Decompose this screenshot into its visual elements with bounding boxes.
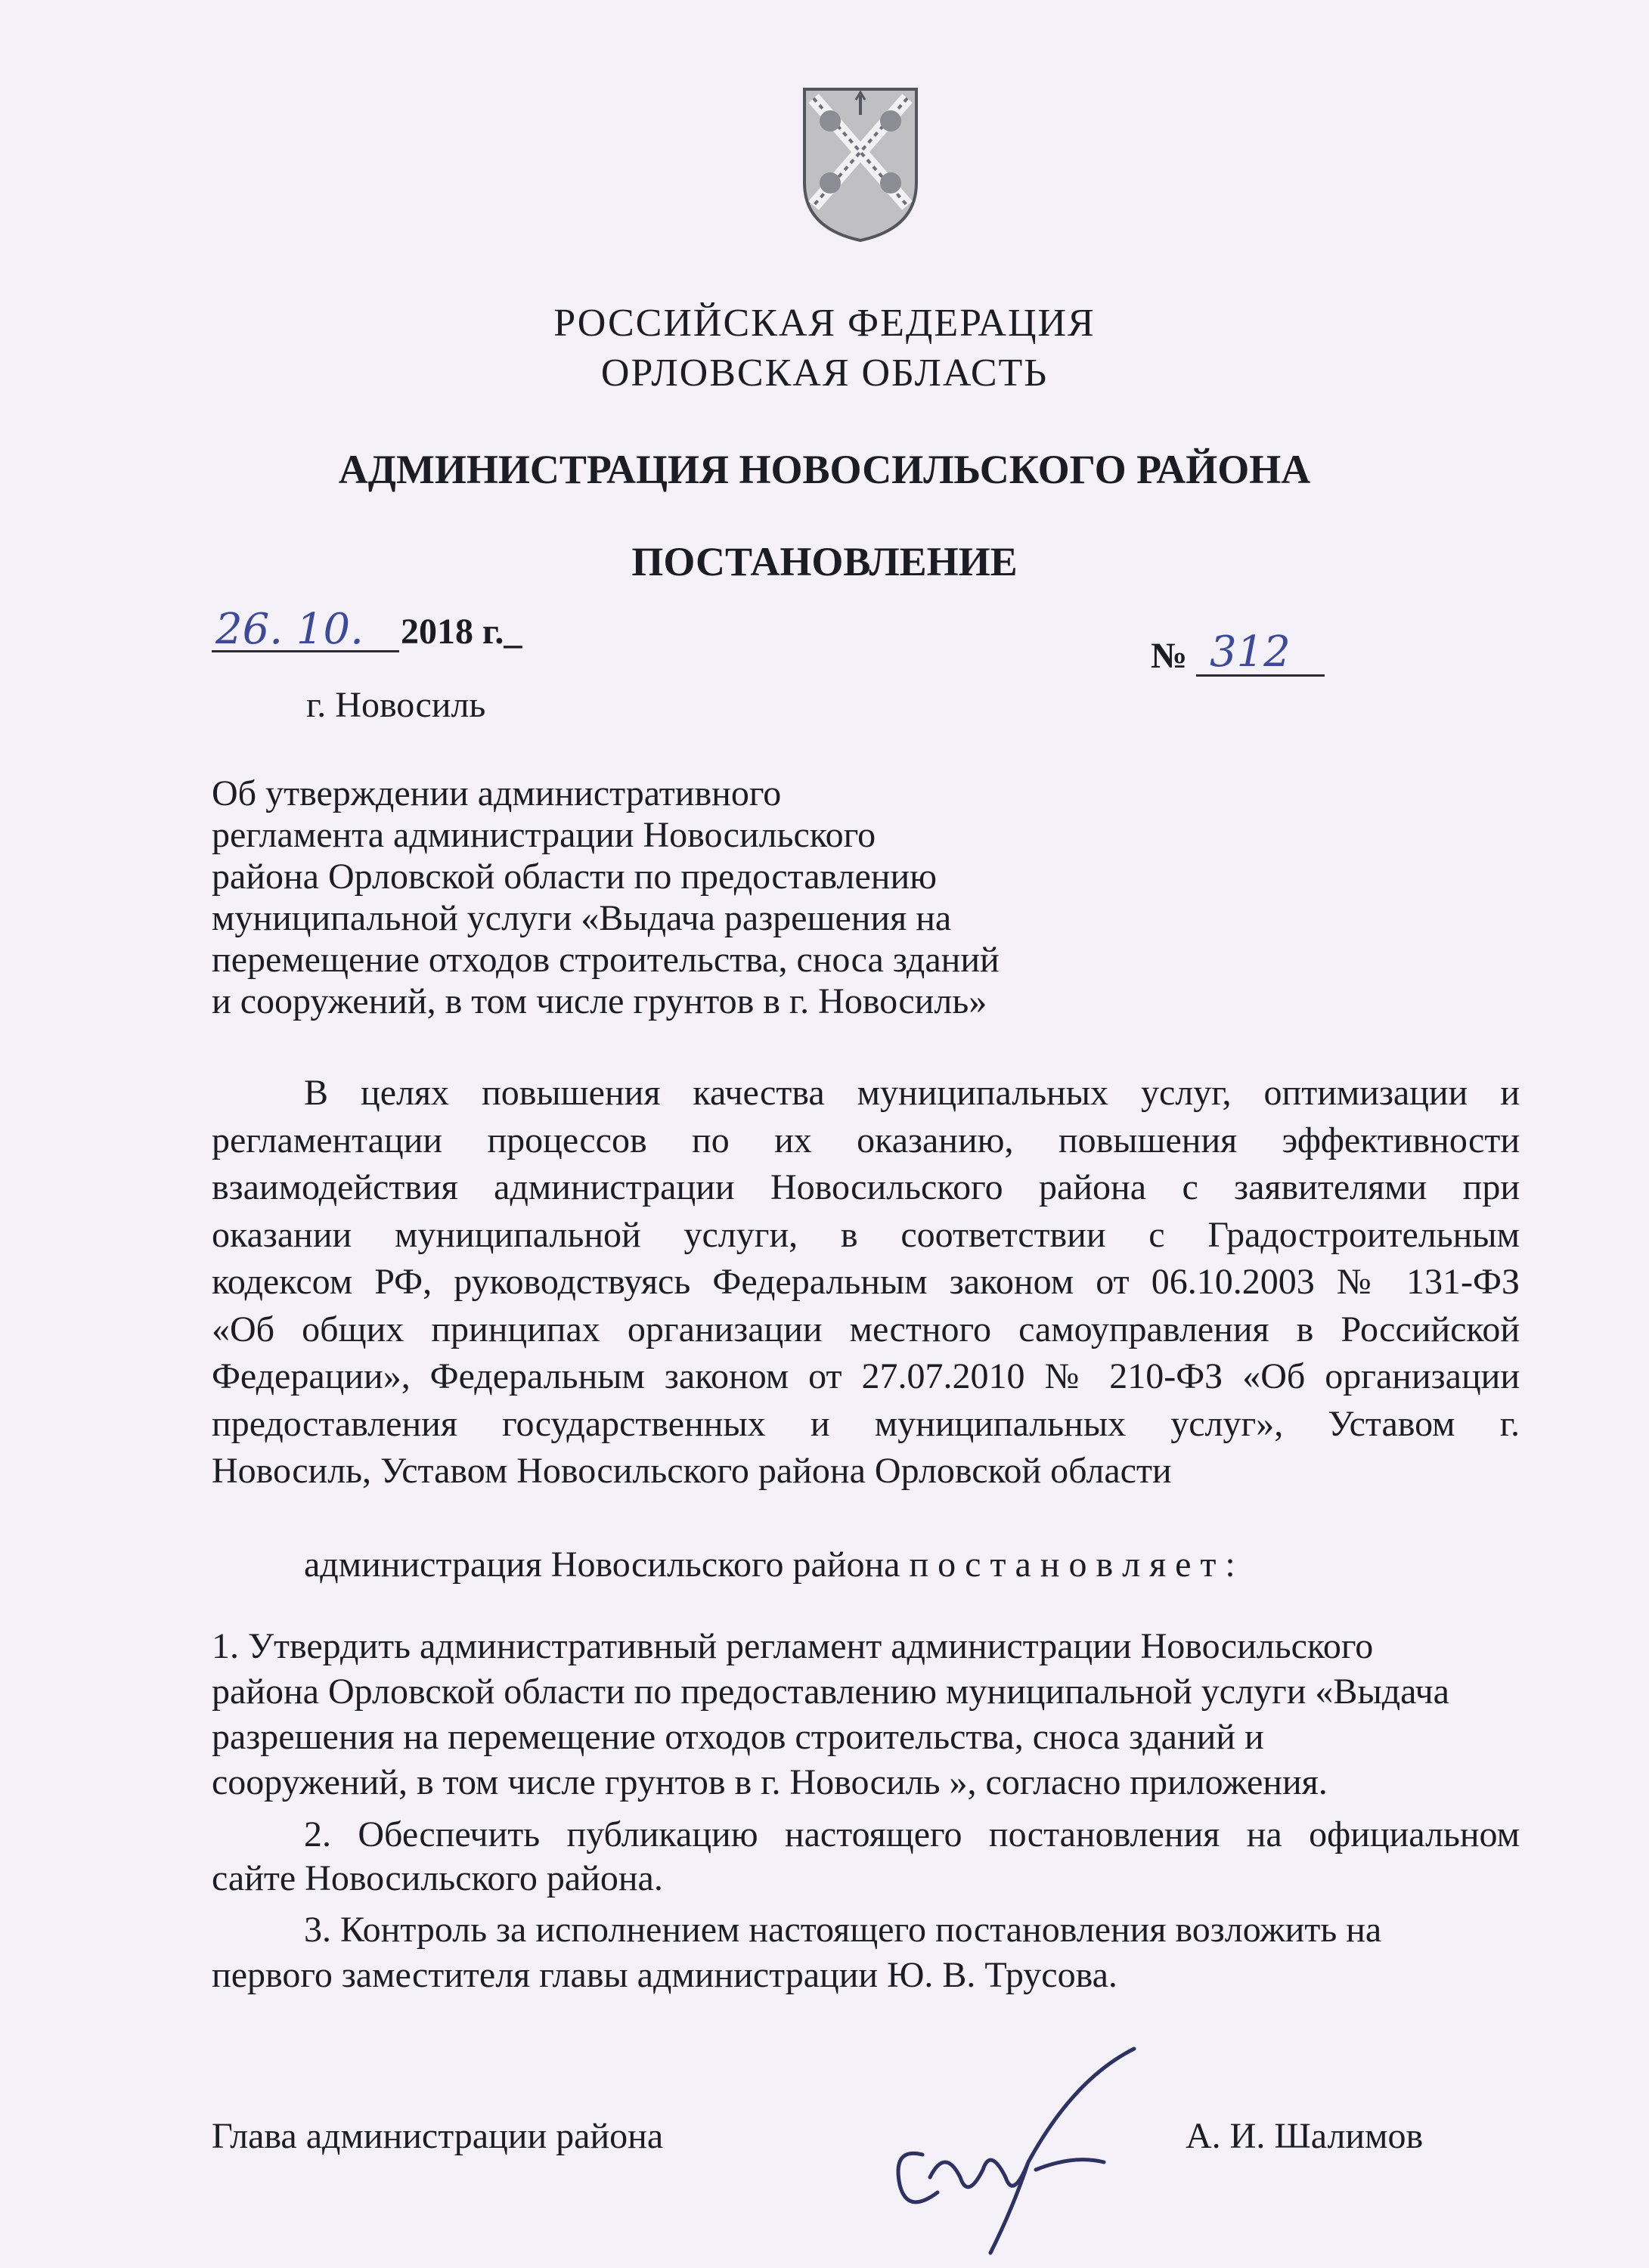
item-line: разрешения на перемещение отходов строительства, сноса зданий и — [212, 1717, 1264, 1757]
signatory-name: А. И. Шалимов — [1186, 2116, 1424, 2156]
title-line: Об утверждении административного — [212, 773, 782, 813]
date-handwritten: 26. 10. — [215, 605, 364, 654]
item-line: района Орловской области по предоставлению муниципальной услуги «Выдача — [212, 1672, 1449, 1712]
title-line: муниципальной услуги «Выдача разрешения на — [212, 898, 952, 938]
item-line: 2. Обеспечить публикацию настоящего постановления на официальном — [304, 1814, 1520, 1854]
preamble-line: В целях повышения качества муниципальных услуг, оптимизации и — [304, 1073, 1520, 1113]
region-heading: ОРЛОВСКАЯ ОБЛАСТЬ — [600, 352, 1049, 395]
item-line: первого заместителя главы администрации Ю. В. Трусова. — [212, 1955, 1117, 1995]
document-type-heading: ПОСТАНОВЛЕНИЕ — [631, 539, 1018, 584]
preamble-line: «Об общих принципах организации местного самоуправления в Российской — [212, 1309, 1520, 1349]
title-line: района Орловской области по предоставлению — [212, 857, 938, 897]
preamble-line: кодексом РФ, руководствуясь Федеральным законом от 06.10.2003 № 131-ФЗ — [212, 1262, 1520, 1302]
preamble-paragraph — [212, 1070, 1520, 1495]
item-line: сооружений, в том числе грунтов в г. Новосиль », согласно приложения. — [212, 1762, 1328, 1802]
city-label: г. Новосиль — [306, 685, 486, 725]
preamble-line: оказании муниципальной услуги, в соответствии с Градостроительным — [212, 1214, 1520, 1255]
title-line: и сооружений, в том числе грунтов в г. Новосиль» — [212, 981, 987, 1021]
item-line: сайте Новосильского района. — [212, 1858, 663, 1898]
preamble-line: взаимодействия администрации Новосильского района с заявителями при — [212, 1167, 1520, 1207]
organization-heading: АДМИНИСТРАЦИЯ НОВОСИЛЬСКОГО РАЙОНА — [338, 447, 1311, 492]
item-line: 3. Контроль за исполнением настоящего постановления возложить на — [304, 1910, 1382, 1950]
item-line: 1. Утвердить административный регламент администрации Новосильского — [212, 1626, 1374, 1666]
country-heading: РОССИЙСКАЯ ФЕДЕРАЦИЯ — [553, 302, 1096, 345]
title-line: регламента администрации Новосильского — [212, 815, 876, 855]
signatory-position: Глава администрации района — [212, 2116, 664, 2156]
handwritten-signature — [877, 2034, 1179, 2260]
preamble-line: Новосиль, Уставом Новосильского района Орловской области — [212, 1451, 1172, 1491]
number-prefix: № — [1151, 636, 1188, 676]
preamble-line: предоставления государственных и муниципальных услуг», Уставом г. — [212, 1403, 1520, 1444]
preamble-line: регламентации процессов по их оказанию, повышения эффективности — [212, 1120, 1520, 1160]
date-year: 2018 г._ — [401, 612, 522, 652]
title-line: перемещение отходов строительства, сноса зданий — [212, 940, 1000, 980]
resolves-statement: администрация Новосильского района п о с т а н о в л я е т : — [304, 1545, 1235, 1585]
coat-of-arms-emblem — [800, 85, 921, 243]
item-2 — [212, 1813, 1520, 1901]
preamble-line: Федерации», Федеральным законом от 27.07.2010 № 210-ФЗ «Об организации — [212, 1356, 1520, 1396]
number-handwritten: 312 — [1210, 627, 1291, 677]
